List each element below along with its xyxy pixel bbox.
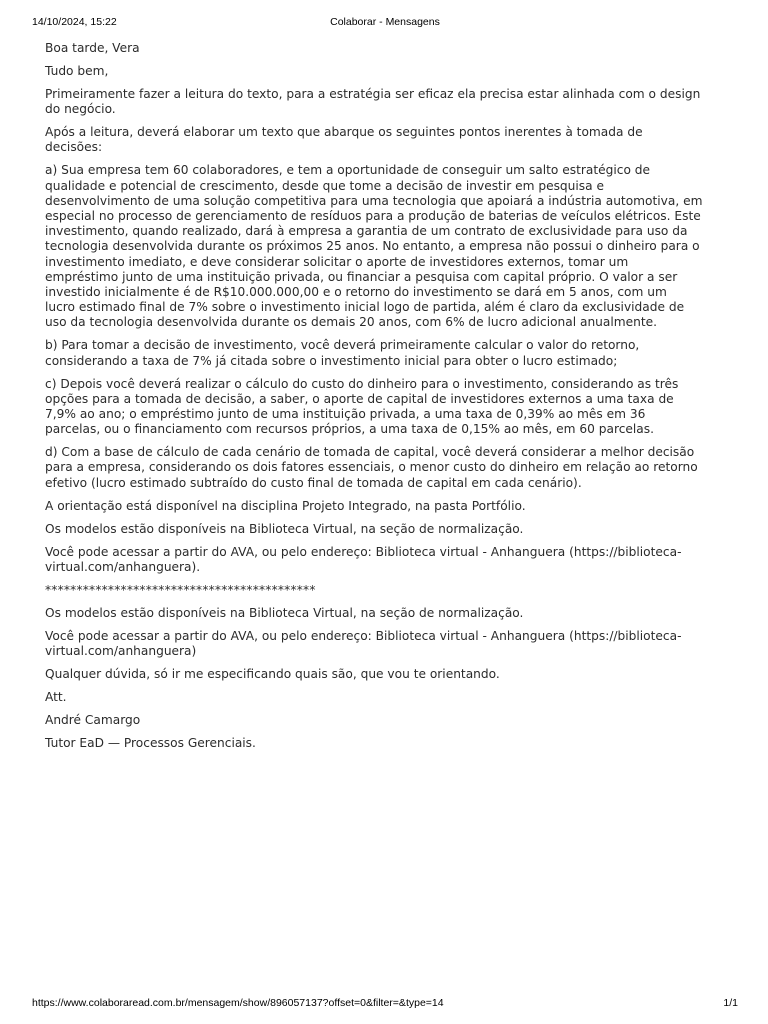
- item-c-paragraph: c) Depois você deverá realizar o cálculo do custo do dinheiro para o investimento, considerando as três opções para a tomada de decisão, a saber, o aporte de capital de investidores externos a uma taxa de 7,9% ao ano; o empréstimo junto de uma instituição privada, a uma taxa de 0,39% ao mês em 36 parcelas, ou o financiamento com recursos próprios, a uma taxa de 0,15% ao mês, em 60 parcelas.: [45, 376, 679, 437]
- models-paragraph-repeat: Os modelos estão disponíveis na Biblioteca Virtual, na seção de normalização.: [45, 605, 524, 620]
- greeting: Boa tarde, Vera: [45, 41, 140, 55]
- signoff: Att.: [45, 690, 67, 705]
- print-datetime: 14/10/2024, 15:22: [32, 16, 117, 28]
- message-body: [45, 41, 735, 759]
- access-paragraph-repeat: Você pode acessar a partir do AVA, ou pelo endereço: Biblioteca virtual - Anhanguera (https://biblioteca- virtual.com/anhanguera): [45, 628, 682, 659]
- item-a-paragraph: a) Sua empresa tem 60 colaboradores, e tem a oportunidade de conseguir um salto estratégico de qualidade e potencial de crescimento, desde que tome a decisão de investir em pesquisa e desenvolvimento de uma solução competitiva para uma tecnologia que apoiará a indústria automotiva, em especial no processo de gerenciamento de resíduos para a produção de baterias de veículos elétricos. Este investimento, quando realizado, dará à empresa a garantia de um contrato de exclusividade para uso da tecnologia desenvolvida durante os próximos 25 anos. No entanto, a empresa não possui o dinheiro para o investimento imediato, e deve considerar solicitar o aporte de investidores externos, tomar um empréstimo junto de uma instituição privada, ou financiar a pesquisa com capital próprio. O valor a ser investido inicialmente é de R$10.000.000,00 e o retorno do investimento se dará em 5 anos, com um lucro estimado final de 7% sobre o investimento inicial logo de partida, além é claro da exclusividade de uso da tecnologia desenvolvida durante os demais 20 anos, com 6% de lucro adicional anualmente.: [45, 163, 703, 330]
- orientation-paragraph: A orientação está disponível na disciplina Projeto Integrado, na pasta Portfólio.: [45, 498, 526, 513]
- print-footer: [32, 997, 738, 1013]
- page-number: 1/1: [723, 997, 738, 1009]
- salutation: Tudo bem,: [45, 64, 109, 78]
- item-d-paragraph: d) Com a base de cálculo de cada cenário de tomada de capital, você deverá considerar a melhor decisão para a empresa, considerando os dois fatores essenciais, o menor custo do dinheiro em relação ao retorno efetivo (lucro estimado subtraído do custo final de tomada de capital em cada cenário).: [45, 445, 698, 490]
- signature-role: Tutor EaD — Processos Gerenciais.: [45, 736, 256, 751]
- questions-paragraph: Qualquer dúvida, só ir me especificando quais são, que vou te orientando.: [45, 667, 500, 682]
- models-paragraph: Os modelos estão disponíveis na Biblioteca Virtual, na seção de normalização.: [45, 521, 524, 536]
- instructions-paragraph: Após a leitura, deverá elaborar um texto que abarque os seguintes pontos inerentes à tomada de decisões:: [45, 125, 643, 155]
- intro-paragraph: Primeiramente fazer a leitura do texto, para a estratégia ser eficaz ela precisa estar alinhada com o design do negócio.: [45, 87, 701, 117]
- page-title: Colaborar - Mensagens: [330, 16, 440, 28]
- page-url: https://www.colaboraread.com.br/mensagem/show/896057137?offset=0&filter=&type=14: [32, 997, 444, 1009]
- print-header: [32, 16, 738, 32]
- item-b-paragraph: b) Para tomar a decisão de investimento, você deverá primeiramente calcular o valor do retorno, considerando a taxa de 7% já citada sobre o investimento inicial para obter o lucro estimado;: [45, 338, 640, 368]
- access-paragraph: Você pode acessar a partir do AVA, ou pelo endereço: Biblioteca virtual - Anhanguera (https://biblioteca- virtual.com/anhanguera).: [45, 544, 682, 574]
- signature-name: André Camargo: [45, 713, 141, 728]
- separator-stars: *******************************************: [45, 582, 316, 597]
